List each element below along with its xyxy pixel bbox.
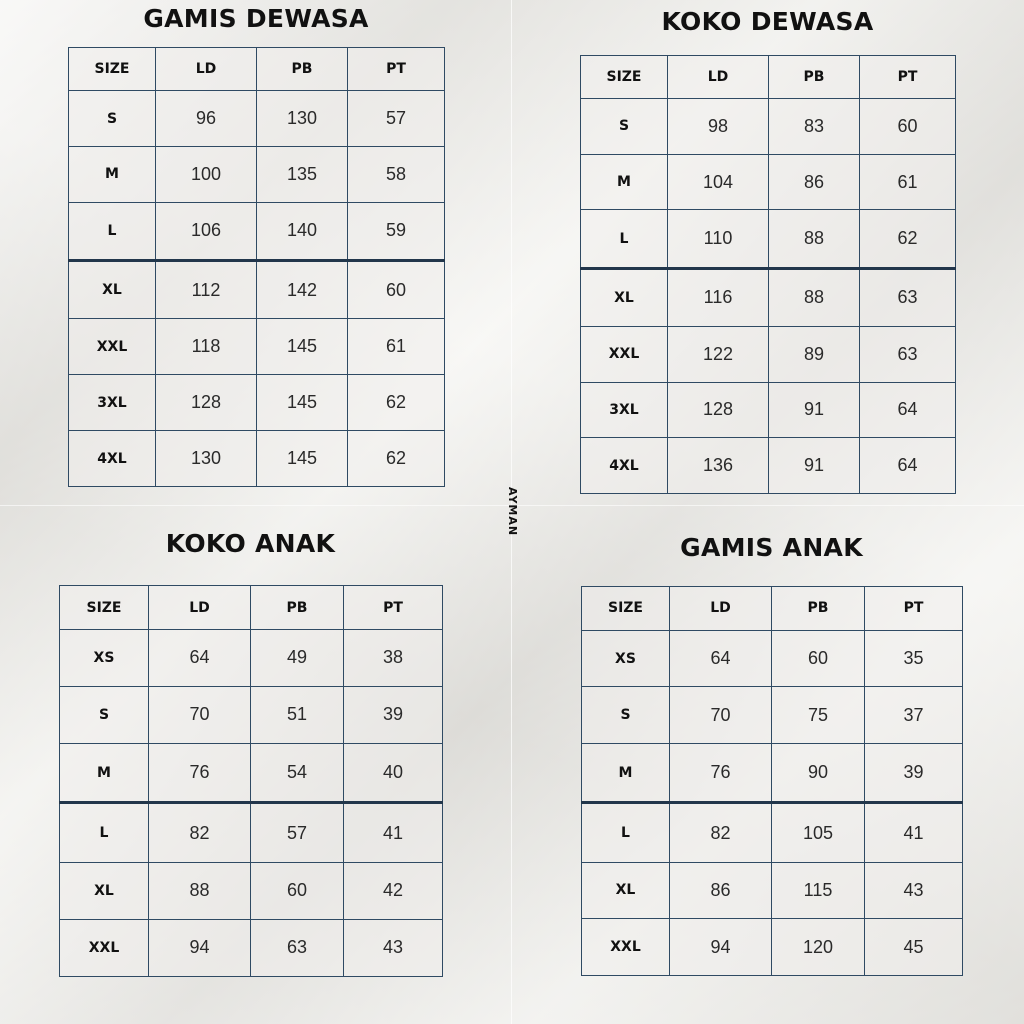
size-cell: L <box>69 202 156 260</box>
column-header: SIZE <box>582 587 670 631</box>
table-row <box>60 919 443 976</box>
table-row <box>581 438 956 494</box>
koko-dewasa-table <box>580 55 956 494</box>
measurement-cell: 130 <box>156 431 257 487</box>
measurement-cell: 60 <box>772 630 865 687</box>
measurement-cell: 57 <box>251 803 344 863</box>
brand-wordmark: AYMAN <box>506 487 519 537</box>
gamis-anak-title: GAMIS ANAK <box>680 533 863 562</box>
size-cell: XS <box>582 630 670 687</box>
measurement-cell: 128 <box>156 375 257 431</box>
measurement-cell: 116 <box>668 268 769 326</box>
measurement-cell: 76 <box>670 744 772 803</box>
measurement-cell: 59 <box>348 202 445 260</box>
column-header: SIZE <box>69 48 156 91</box>
measurement-cell: 63 <box>860 268 956 326</box>
header-row <box>581 56 956 99</box>
size-cell: 3XL <box>69 375 156 431</box>
measurement-cell: 90 <box>772 744 865 803</box>
koko-dewasa-title: KOKO DEWASA <box>661 7 874 36</box>
measurement-cell: 39 <box>865 744 963 803</box>
table-row <box>60 743 443 803</box>
koko-anak-title: KOKO ANAK <box>165 529 336 558</box>
size-cell: L <box>60 803 149 863</box>
size-cell: L <box>582 803 670 862</box>
table-row <box>69 375 445 431</box>
table-row <box>581 210 956 268</box>
measurement-cell: 140 <box>257 202 348 260</box>
measurement-cell: 106 <box>156 202 257 260</box>
column-header: PT <box>860 56 956 99</box>
size-cell: XL <box>69 261 156 319</box>
table-row <box>60 803 443 863</box>
gamis-anak-table <box>581 586 963 976</box>
measurement-cell: 122 <box>668 326 769 382</box>
table-row <box>582 630 963 687</box>
table-row <box>69 202 445 260</box>
measurement-cell: 94 <box>149 919 251 976</box>
measurement-cell: 39 <box>344 686 443 743</box>
measurement-cell: 145 <box>257 431 348 487</box>
measurement-cell: 57 <box>348 91 445 147</box>
column-header: SIZE <box>60 586 149 630</box>
size-cell: XL <box>60 863 149 920</box>
measurement-cell: 51 <box>251 686 344 743</box>
measurement-cell: 94 <box>670 919 772 976</box>
size-cell: XXL <box>582 919 670 976</box>
size-cell: L <box>581 210 668 268</box>
measurement-cell: 54 <box>251 743 344 803</box>
size-cell: M <box>69 146 156 202</box>
measurement-cell: 98 <box>668 99 769 155</box>
size-cell: S <box>582 687 670 744</box>
measurement-cell: 43 <box>865 862 963 919</box>
table-row <box>581 154 956 210</box>
measurement-cell: 145 <box>257 375 348 431</box>
measurement-cell: 82 <box>670 803 772 862</box>
measurement-cell: 89 <box>769 326 860 382</box>
header-row <box>69 48 445 91</box>
size-cell: S <box>581 99 668 155</box>
measurement-cell: 145 <box>257 319 348 375</box>
measurement-cell: 62 <box>348 375 445 431</box>
column-header: PT <box>348 48 445 91</box>
measurement-cell: 104 <box>668 154 769 210</box>
header-row <box>582 587 963 631</box>
measurement-cell: 75 <box>772 687 865 744</box>
size-cell: XXL <box>60 919 149 976</box>
table-row <box>69 261 445 319</box>
measurement-cell: 64 <box>860 382 956 438</box>
measurement-cell: 136 <box>668 438 769 494</box>
measurement-cell: 86 <box>769 154 860 210</box>
measurement-cell: 70 <box>670 687 772 744</box>
measurement-cell: 43 <box>344 919 443 976</box>
header-row <box>60 586 443 630</box>
measurement-cell: 41 <box>344 803 443 863</box>
column-header: PB <box>257 48 348 91</box>
size-cell: XL <box>581 268 668 326</box>
size-cell: XS <box>60 630 149 687</box>
table-row <box>60 686 443 743</box>
measurement-cell: 142 <box>257 261 348 319</box>
measurement-cell: 96 <box>156 91 257 147</box>
gamis-dewasa-title: GAMIS DEWASA <box>143 4 369 33</box>
measurement-cell: 88 <box>769 268 860 326</box>
measurement-cell: 118 <box>156 319 257 375</box>
column-header: PT <box>865 587 963 631</box>
koko-anak-table <box>59 585 443 977</box>
measurement-cell: 40 <box>344 743 443 803</box>
table-row <box>581 326 956 382</box>
column-header: PT <box>344 586 443 630</box>
measurement-cell: 64 <box>860 438 956 494</box>
measurement-cell: 115 <box>772 862 865 919</box>
table-row <box>582 919 963 976</box>
measurement-cell: 63 <box>251 919 344 976</box>
size-cell: XXL <box>581 326 668 382</box>
size-cell: 3XL <box>581 382 668 438</box>
measurement-cell: 110 <box>668 210 769 268</box>
size-cell: M <box>582 744 670 803</box>
measurement-cell: 88 <box>769 210 860 268</box>
table-row <box>69 146 445 202</box>
size-cell: 4XL <box>69 431 156 487</box>
measurement-cell: 45 <box>865 919 963 976</box>
measurement-cell: 70 <box>149 686 251 743</box>
measurement-cell: 62 <box>348 431 445 487</box>
measurement-cell: 60 <box>348 261 445 319</box>
measurement-cell: 83 <box>769 99 860 155</box>
table-row <box>69 431 445 487</box>
table-row <box>581 99 956 155</box>
measurement-cell: 82 <box>149 803 251 863</box>
measurement-cell: 62 <box>860 210 956 268</box>
table-row <box>69 91 445 147</box>
size-cell: M <box>60 743 149 803</box>
size-cell: XXL <box>69 319 156 375</box>
size-cell: M <box>581 154 668 210</box>
measurement-cell: 105 <box>772 803 865 862</box>
measurement-cell: 64 <box>670 630 772 687</box>
column-header: LD <box>149 586 251 630</box>
table-row <box>581 268 956 326</box>
measurement-cell: 64 <box>149 630 251 687</box>
measurement-cell: 76 <box>149 743 251 803</box>
measurement-cell: 61 <box>348 319 445 375</box>
measurement-cell: 91 <box>769 438 860 494</box>
measurement-cell: 35 <box>865 630 963 687</box>
size-cell: XL <box>582 862 670 919</box>
column-header: LD <box>670 587 772 631</box>
column-header: PB <box>772 587 865 631</box>
column-header: LD <box>156 48 257 91</box>
column-header: LD <box>668 56 769 99</box>
table-row <box>582 744 963 803</box>
measurement-cell: 86 <box>670 862 772 919</box>
table-row <box>582 803 963 862</box>
gamis-dewasa-table <box>68 47 445 487</box>
measurement-cell: 88 <box>149 863 251 920</box>
size-cell: S <box>69 91 156 147</box>
size-cell: 4XL <box>581 438 668 494</box>
table-row <box>60 630 443 687</box>
measurement-cell: 91 <box>769 382 860 438</box>
measurement-cell: 128 <box>668 382 769 438</box>
column-header: PB <box>769 56 860 99</box>
measurement-cell: 100 <box>156 146 257 202</box>
measurement-cell: 63 <box>860 326 956 382</box>
table-row <box>582 862 963 919</box>
column-header: SIZE <box>581 56 668 99</box>
measurement-cell: 135 <box>257 146 348 202</box>
measurement-cell: 112 <box>156 261 257 319</box>
column-header: PB <box>251 586 344 630</box>
table-row <box>581 382 956 438</box>
table-row <box>60 863 443 920</box>
table-row <box>582 687 963 744</box>
measurement-cell: 60 <box>251 863 344 920</box>
measurement-cell: 61 <box>860 154 956 210</box>
measurement-cell: 37 <box>865 687 963 744</box>
size-cell: S <box>60 686 149 743</box>
measurement-cell: 49 <box>251 630 344 687</box>
measurement-cell: 130 <box>257 91 348 147</box>
measurement-cell: 42 <box>344 863 443 920</box>
table-row <box>69 319 445 375</box>
measurement-cell: 120 <box>772 919 865 976</box>
measurement-cell: 60 <box>860 99 956 155</box>
measurement-cell: 38 <box>344 630 443 687</box>
measurement-cell: 41 <box>865 803 963 862</box>
measurement-cell: 58 <box>348 146 445 202</box>
